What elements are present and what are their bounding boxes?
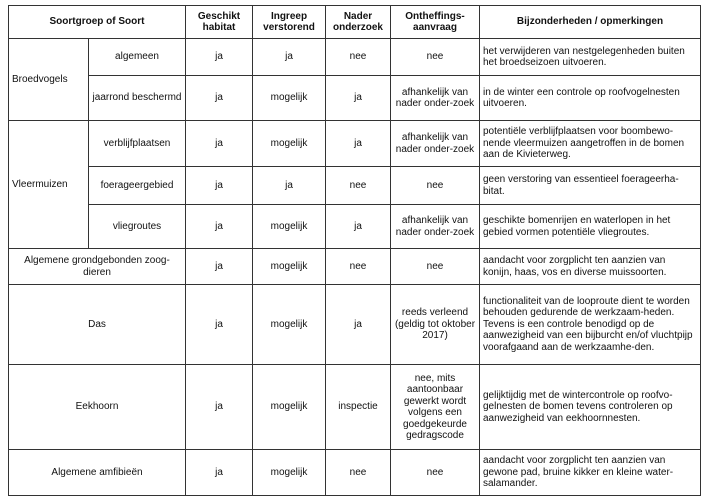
ontheffing-cell: afhankelijk van nader onder-zoek [391,121,480,167]
table-row [9,249,701,285]
ingreep-cell: mogelijk [253,205,326,249]
table-row [9,39,701,76]
table-row [9,285,701,365]
ingreep-cell: mogelijk [253,121,326,167]
species-label: Algemene amfibieën [9,450,186,496]
ontheffing-cell: nee [391,39,480,76]
header-habitat: Geschikt habitat [186,6,253,39]
species-table [8,5,701,496]
subgroup-label: vliegroutes [89,205,186,249]
page [8,5,701,496]
ontheffing-cell: nee [391,167,480,205]
subgroup-label: jaarrond beschermd [89,76,186,121]
ontheffing-cell: nee [391,249,480,285]
nader-cell: ja [326,121,391,167]
habitat-cell: ja [186,365,253,450]
ontheffing-cell: afhankelijk van nader onder-zoek [391,205,480,249]
species-label: Algemene grondgebonden zoog-dieren [9,249,186,285]
species-label: Das [9,285,186,365]
table-row [9,365,701,450]
remark-cell: potentiële verblijfplaatsen voor boombewo-nende vleermuizen aangetroffen in de bomen aan de Kivieterweg. [480,121,701,167]
table-row [9,121,701,167]
header-nader: Nader onderzoek [326,6,391,39]
table-row [9,450,701,496]
nader-cell: nee [326,249,391,285]
remark-cell: functionaliteit van de looproute dient te worden behouden gedurende de werkzaam-heden. Tevens is een controle benodigd op de aanwezigheid van een bijburcht en/of vluchtpijp voorafgaand aan de werkzaamhe-den. [480,285,701,365]
habitat-cell: ja [186,121,253,167]
remark-cell: geschikte bomenrijen en waterlopen in het gebied vormen potentiële vliegroutes. [480,205,701,249]
subgroup-label: algemeen [89,39,186,76]
ingreep-cell: mogelijk [253,76,326,121]
remark-cell: in de winter een controle op roofvogelnesten uitvoeren. [480,76,701,121]
header-ingreep: Ingreep verstorend [253,6,326,39]
nader-cell: nee [326,167,391,205]
subgroup-label: verblijfplaatsen [89,121,186,167]
table-row [9,205,701,249]
ingreep-cell: ja [253,39,326,76]
group-label-broedvogels: Broedvogels [9,39,89,121]
habitat-cell: ja [186,39,253,76]
nader-cell: ja [326,76,391,121]
nader-cell: ja [326,285,391,365]
nader-cell: nee [326,450,391,496]
species-label: Eekhoorn [9,365,186,450]
ontheffing-cell: afhankelijk van nader onder-zoek [391,76,480,121]
habitat-cell: ja [186,285,253,365]
habitat-cell: ja [186,76,253,121]
subgroup-label: foerageergebied [89,167,186,205]
ingreep-cell: ja [253,167,326,205]
remark-cell: gelijktijdig met de wintercontrole op roofvo-gelnesten de bomen tevens controleren op aanwezigheid van eekhoornnesten. [480,365,701,450]
ingreep-cell: mogelijk [253,365,326,450]
ontheffing-cell: reeds verleend (geldig tot oktober 2017) [391,285,480,365]
nader-cell: inspectie [326,365,391,450]
ontheffing-cell: nee [391,450,480,496]
ontheffing-cell: nee, mits aantoonbaar gewerkt wordt volgens een goedgekeurde gedragscode [391,365,480,450]
ingreep-cell: mogelijk [253,285,326,365]
header-bijzonderheden: Bijzonderheden / opmerkingen [480,6,701,39]
habitat-cell: ja [186,167,253,205]
remark-cell: aandacht voor zorgplicht ten aanzien van gewone pad, bruine kikker en kleine water-salamander. [480,450,701,496]
table-row [9,76,701,121]
header-row [9,6,701,39]
nader-cell: nee [326,39,391,76]
header-ontheffing: Ontheffings-aanvraag [391,6,480,39]
remark-cell: geen verstoring van essentieel foerageerha-bitat. [480,167,701,205]
nader-cell: ja [326,205,391,249]
group-label-vleermuizen: Vleermuizen [9,121,89,249]
ingreep-cell: mogelijk [253,450,326,496]
ingreep-cell: mogelijk [253,249,326,285]
header-group: Soortgroep of Soort [9,6,186,39]
remark-cell: het verwijderen van nestgelegenheden buiten het broedseizoen uitvoeren. [480,39,701,76]
habitat-cell: ja [186,205,253,249]
table-row [9,167,701,205]
remark-cell: aandacht voor zorgplicht ten aanzien van konijn, haas, vos en diverse muissoorten. [480,249,701,285]
habitat-cell: ja [186,249,253,285]
habitat-cell: ja [186,450,253,496]
